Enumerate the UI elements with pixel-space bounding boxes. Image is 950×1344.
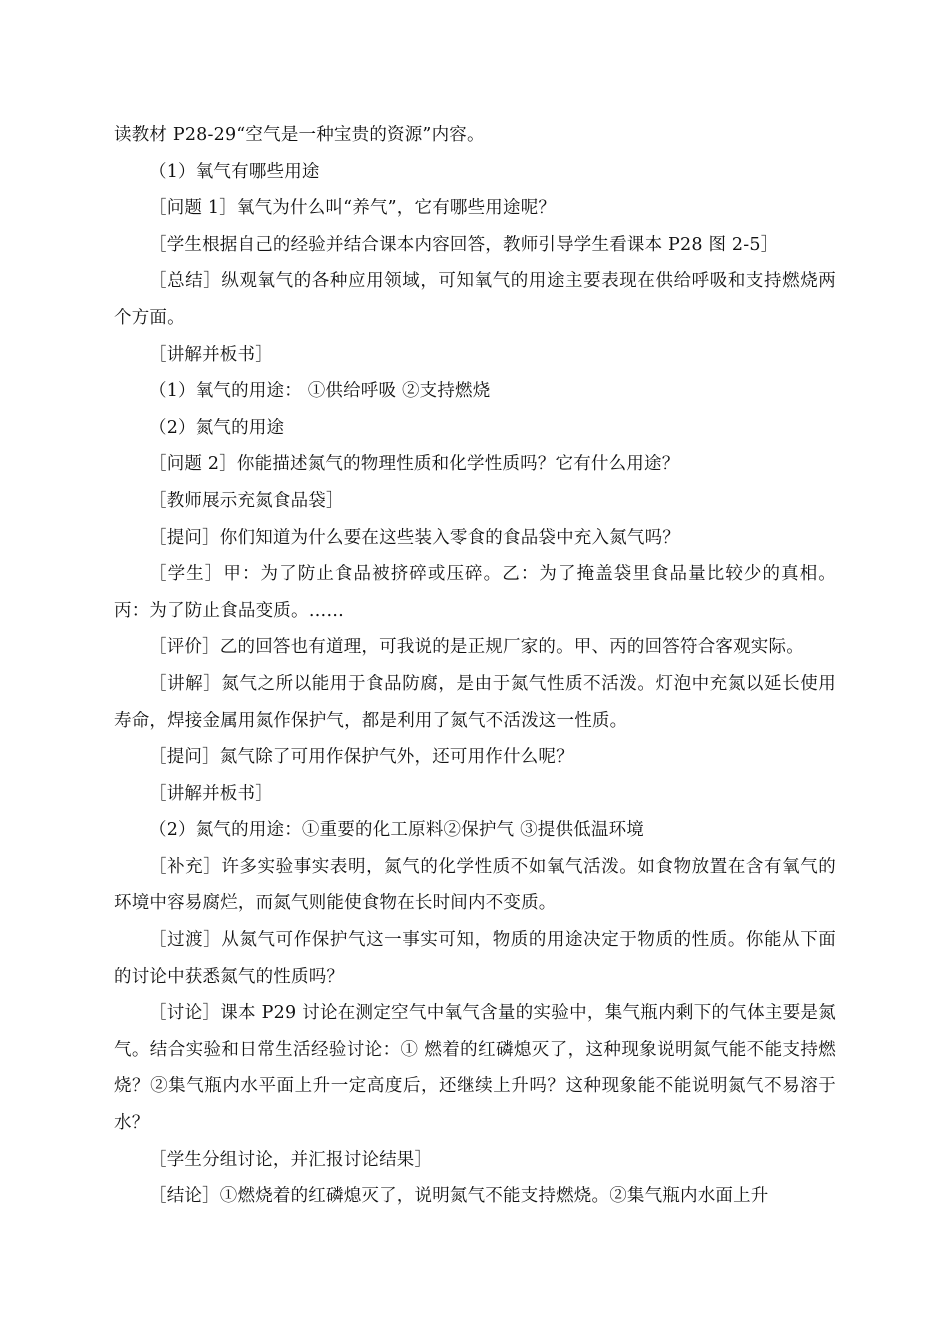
paragraph-question-2: ［问题 2］你能描述氮气的物理性质和化学性质吗？它有什么用途？ [149, 454, 680, 475]
paragraph-nitrogen-uses-heading: （2）氮气的用途 [149, 417, 285, 438]
paragraph-supplement: ［补充］许多实验事实表明，氮气的化学性质不如氧气活泼。如食物放置在含有氧气的环境中容易腐烂，而氮气则能使食物在长时间内不变质。 [114, 856, 836, 914]
paragraph-evaluation: ［评价］乙的回答也有道理，可我说的是正规厂家的。甲、丙的回答符合客观实际。 [149, 637, 804, 658]
paragraph-question-1: ［问题 1］氧气为什么叫“养气”，它有哪些用途呢？ [149, 198, 557, 219]
paragraph-ask-food-bag: ［提问］你们知道为什么要在这些装入零食的食品袋中充入氮气吗？ [149, 527, 680, 548]
paragraph-group-discussion: ［学生分组讨论，并汇报讨论结果］ [149, 1149, 433, 1170]
paragraph-teacher-demo: ［教师展示充氮食品袋］ [149, 490, 344, 511]
paragraph-student-answers: ［学生］甲：为了防止食品被挤碎或压碎。乙：为了掩盖袋里食品量比较少的真相。丙：为了防止食品变质。…… [114, 564, 836, 621]
paragraph-oxygen-uses-list: （1）氧气的用途： ①供给呼吸 ②支持燃烧 [149, 381, 491, 402]
paragraph-nitrogen-uses-list: （2）氮气的用途：①重要的化工原料②保护气 ③提供低温环境 [149, 820, 644, 841]
paragraph-reading-intro: 读教材 P28-29“空气是一种宝贵的资源”内容。 [114, 125, 485, 145]
paragraph-explain-nitrogen: ［讲解］氮气之所以能用于食品防腐，是由于氮气性质不活泼。灯泡中充氮以延长使用寿命，焊接金属用氮作保护气，都是利用了氮气不活泼这一性质。 [114, 673, 836, 731]
document-body [114, 117, 836, 1215]
paragraph-ask-other-uses: ［提问］氮气除了可用作保护气外，还可用作什么呢？ [149, 747, 574, 768]
paragraph-summary: ［总结］纵观氧气的各种应用领域，可知氧气的用途主要表现在供给呼吸和支持燃烧两个方面。 [114, 271, 836, 328]
paragraph-oxygen-uses-heading: （1）氧气有哪些用途 [149, 161, 320, 182]
paragraph-explain-board-2: ［讲解并板书］ [149, 783, 273, 804]
paragraph-student-answer-guide: ［学生根据自己的经验并结合课本内容回答，教师引导学生看课本 P28 图 2-5］ [149, 234, 779, 255]
paragraph-discussion: ［讨论］课本 P29 讨论在测定空气中氧气含量的实验中，集气瓶内剩下的气体主要是氮气。结合实验和日常生活经验讨论：① 燃着的红磷熄灭了，这种现象说明氮气能不能支持燃烧？②集气瓶内水平面上升一定高度后，还继续上升吗？这种现象能不能说明氮气不易溶于水？ [114, 1003, 836, 1134]
paragraph-transition: ［过渡］从氮气可作保护气这一事实可知，物质的用途决定于物质的性质。你能从下面的讨论中获悉氮气的性质吗？ [114, 930, 836, 987]
paragraph-explain-board-1: ［讲解并板书］ [149, 344, 273, 365]
paragraph-conclusion: ［结论］①燃烧着的红磷熄灭了，说明氮气不能支持燃烧。②集气瓶内水面上升 [149, 1186, 769, 1207]
